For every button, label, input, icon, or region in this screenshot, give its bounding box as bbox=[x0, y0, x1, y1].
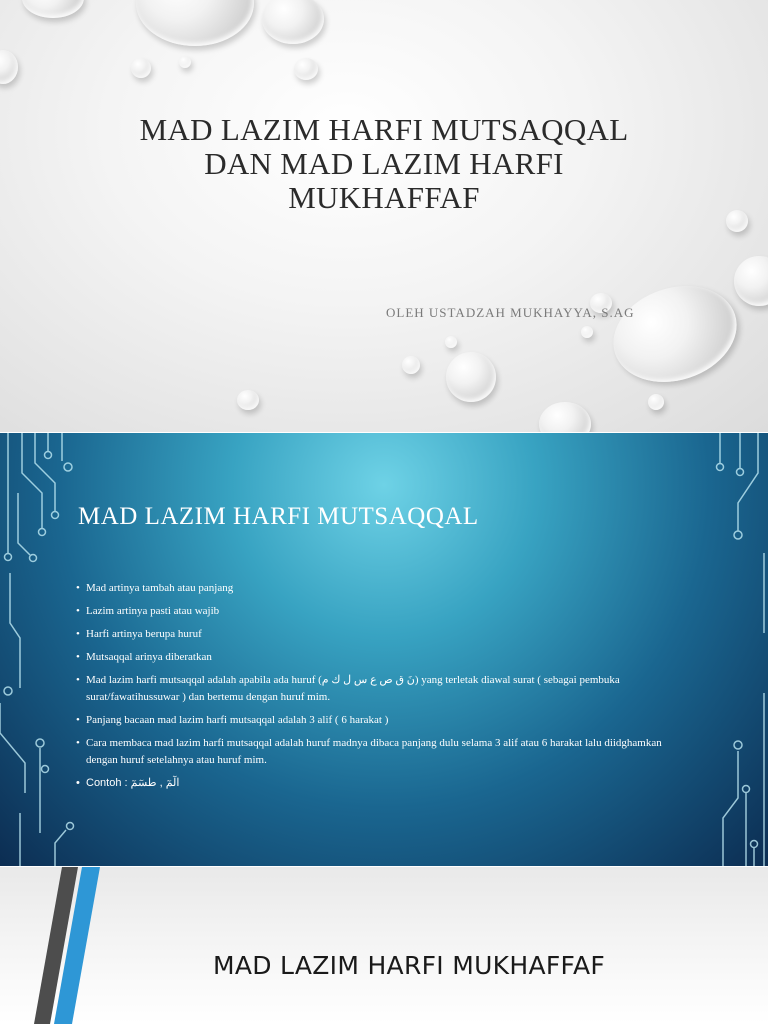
slide-heading: MAD LAZIM HARFI MUKHAFFAF bbox=[212, 951, 606, 980]
water-drop-decoration bbox=[237, 390, 259, 410]
water-drop-decoration bbox=[294, 58, 318, 80]
water-drop-decoration bbox=[539, 402, 591, 432]
slide-mutsaqqal bbox=[0, 433, 768, 866]
title-line: MAD LAZIM HARFI MUTSAQQAL bbox=[139, 112, 629, 147]
title-line: DAN MAD LAZIM HARFI bbox=[204, 146, 564, 181]
water-drop-decoration bbox=[136, 0, 254, 46]
slide-mukhaffaf bbox=[0, 867, 768, 1024]
bullet-list bbox=[76, 580, 676, 798]
bullet-item-example: • Contoh : الٓمٓ , طسٓمٓ bbox=[76, 775, 676, 792]
slide-title bbox=[0, 0, 768, 432]
author-subtitle: OLEH USTADZAH MUKHAYYA, S.AG bbox=[386, 305, 635, 320]
diagonal-stripes-decoration bbox=[0, 867, 120, 1024]
bullet-item: • Cara membaca mad lazim harfi mutsaqqal adalah huruf madnya dibaca panjang dulu selama 3 alif atau 6 harakat lalu diidghamkan dengan huruf setelahnya atau huruf mim. bbox=[76, 735, 676, 769]
bullet-item: • Mad lazim harfi mutsaqqal adalah apabila ada huruf (نَ ق ص ع س ل ك م) yang terletak diawal surat ( sebagai pembuka surat/fawatihussuwar ) dan bertemu dengan huruf mim. bbox=[76, 672, 676, 706]
water-drop-decoration bbox=[648, 394, 664, 410]
water-drop-decoration bbox=[0, 50, 18, 84]
slide-title-heading bbox=[100, 113, 668, 215]
title-line: MUKHAFFAF bbox=[288, 180, 480, 215]
water-drop-decoration bbox=[726, 210, 748, 232]
water-drop-decoration bbox=[402, 356, 420, 374]
bullet-item: • Harfi artinya berupa huruf bbox=[76, 626, 676, 643]
circuit-decoration-right bbox=[678, 433, 768, 866]
water-drop-decoration bbox=[445, 336, 457, 348]
bullet-item: • Lazim artinya pasti atau wajib bbox=[76, 603, 676, 620]
water-drop-decoration bbox=[601, 271, 749, 397]
slide-heading: MAD LAZIM HARFI MUTSAQQAL bbox=[78, 503, 479, 530]
bullet-item: • Mutsaqqal arinya diberatkan bbox=[76, 649, 676, 666]
water-drop-decoration bbox=[581, 326, 593, 338]
bullet-item: • Panjang bacaan mad lazim harfi mutsaqqal adalah 3 alif ( 6 harakat ) bbox=[76, 712, 676, 729]
water-drop-decoration bbox=[734, 256, 768, 306]
water-drop-decoration bbox=[446, 352, 496, 402]
bullet-item: • Mad artinya tambah atau panjang bbox=[76, 580, 676, 597]
water-drop-decoration bbox=[131, 58, 151, 78]
water-drop-decoration bbox=[179, 56, 191, 68]
water-drop-decoration bbox=[262, 0, 324, 44]
water-drop-decoration bbox=[22, 0, 84, 18]
